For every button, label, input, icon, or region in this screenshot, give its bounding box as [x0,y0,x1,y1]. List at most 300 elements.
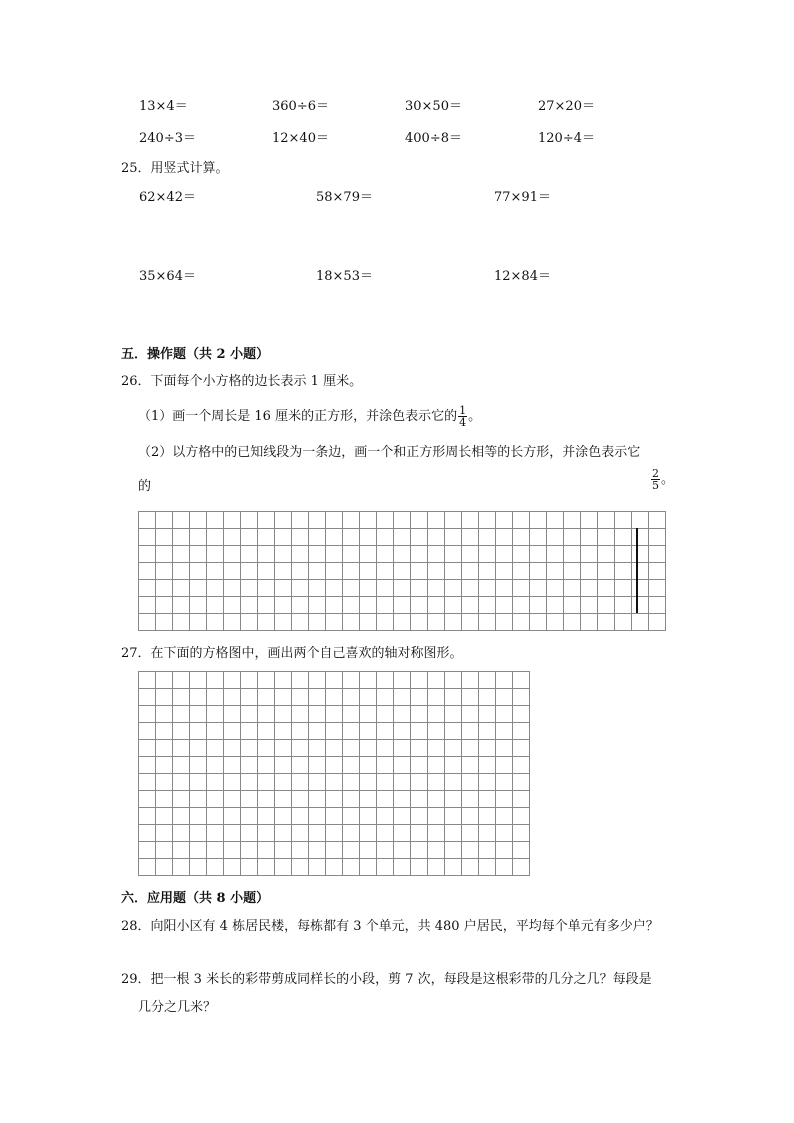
grid-cell[interactable] [207,791,224,808]
grid-cell[interactable] [343,706,360,723]
grid-cell[interactable] [139,706,156,723]
grid-cell[interactable] [190,689,207,706]
grid-cell[interactable] [139,808,156,825]
grid-cell[interactable] [173,597,190,614]
grid-cell[interactable] [496,706,513,723]
grid-cell[interactable] [190,825,207,842]
grid-cell[interactable] [224,529,241,546]
grid-cell[interactable] [326,512,343,529]
grid-cell[interactable] [445,529,462,546]
grid-cell[interactable] [309,597,326,614]
grid-cell[interactable] [173,842,190,859]
grid-cell[interactable] [428,740,445,757]
grid-cell[interactable] [275,757,292,774]
grid-cell[interactable] [530,614,547,631]
grid-cell[interactable] [411,563,428,580]
grid-cell[interactable] [326,740,343,757]
grid-cell[interactable] [190,859,207,876]
grid-cell[interactable] [190,529,207,546]
grid-cell[interactable] [275,597,292,614]
grid-cell[interactable] [343,842,360,859]
grid-cell[interactable] [258,859,275,876]
grid-cell[interactable] [207,774,224,791]
grid-cell[interactable] [139,546,156,563]
grid-cell[interactable] [377,757,394,774]
grid-cell[interactable] [139,791,156,808]
grid-cell[interactable] [173,614,190,631]
grid-cell[interactable] [156,672,173,689]
grid-cell[interactable] [411,672,428,689]
grid-cell[interactable] [292,723,309,740]
grid-cell[interactable] [309,672,326,689]
grid-cell[interactable] [258,546,275,563]
grid-cell[interactable] [394,512,411,529]
grid-cell[interactable] [496,580,513,597]
grid-cell[interactable] [258,563,275,580]
grid-cell[interactable] [394,740,411,757]
grid-cell[interactable] [343,597,360,614]
grid-cell[interactable] [292,740,309,757]
grid-cell[interactable] [479,859,496,876]
grid-cell[interactable] [207,723,224,740]
grid-cell[interactable] [292,563,309,580]
grid-cell[interactable] [190,842,207,859]
grid-cell[interactable] [139,614,156,631]
grid-cell[interactable] [479,791,496,808]
grid-cell[interactable] [224,689,241,706]
grid-cell[interactable] [564,580,581,597]
grid-cell[interactable] [377,689,394,706]
grid-cell[interactable] [513,546,530,563]
grid-cell[interactable] [275,546,292,563]
grid-cell[interactable] [156,757,173,774]
grid-cell[interactable] [615,529,632,546]
grid-cell[interactable] [428,825,445,842]
grid-cell[interactable] [462,580,479,597]
grid-cell[interactable] [326,563,343,580]
grid-cell[interactable] [139,774,156,791]
grid-cell[interactable] [615,580,632,597]
grid-cell[interactable] [428,529,445,546]
grid-cell[interactable] [343,614,360,631]
grid-cell[interactable] [190,723,207,740]
grid-cell[interactable] [156,597,173,614]
grid-cell[interactable] [428,808,445,825]
grid-cell[interactable] [581,563,598,580]
grid-cell[interactable] [360,706,377,723]
grid-cell[interactable] [377,740,394,757]
grid-cell[interactable] [258,597,275,614]
grid-cell[interactable] [343,672,360,689]
grid-cell[interactable] [241,512,258,529]
grid-cell[interactable] [292,689,309,706]
grid-cell[interactable] [190,512,207,529]
grid-cell[interactable] [173,546,190,563]
grid-cell[interactable] [530,546,547,563]
grid-cell[interactable] [292,672,309,689]
grid-cell[interactable] [326,825,343,842]
grid-cell[interactable] [411,512,428,529]
grid-cell[interactable] [241,825,258,842]
grid-cell[interactable] [207,512,224,529]
grid-cell[interactable] [411,740,428,757]
grid-cell[interactable] [547,529,564,546]
grid-cell[interactable] [360,529,377,546]
grid-cell[interactable] [224,512,241,529]
grid-cell[interactable] [513,706,530,723]
grid-cell[interactable] [224,546,241,563]
grid-cell[interactable] [513,563,530,580]
grid-cell[interactable] [411,723,428,740]
grid-cell[interactable] [190,791,207,808]
grid-cell[interactable] [394,597,411,614]
grid-cell[interactable] [258,825,275,842]
grid-cell[interactable] [445,706,462,723]
grid-cell[interactable] [224,842,241,859]
grid-cell[interactable] [224,706,241,723]
grid-cell[interactable] [156,529,173,546]
grid-cell[interactable] [258,808,275,825]
grid-cell[interactable] [649,597,666,614]
grid-cell[interactable] [377,791,394,808]
grid-cell[interactable] [394,546,411,563]
grid-cell[interactable] [530,563,547,580]
grid-cell[interactable] [513,689,530,706]
grid-cell[interactable] [581,529,598,546]
grid-cell[interactable] [309,791,326,808]
grid-cell[interactable] [326,614,343,631]
grid-cell[interactable] [190,672,207,689]
grid-cell[interactable] [343,791,360,808]
grid-cell[interactable] [326,597,343,614]
grid-cell[interactable] [156,614,173,631]
grid-cell[interactable] [139,689,156,706]
grid-cell[interactable] [139,859,156,876]
grid-cell[interactable] [139,529,156,546]
grid-cell[interactable] [190,808,207,825]
grid-cell[interactable] [649,512,666,529]
grid-cell[interactable] [241,842,258,859]
grid-cell[interactable] [309,842,326,859]
grid-cell[interactable] [496,808,513,825]
grid-cell[interactable] [360,563,377,580]
grid-cell[interactable] [496,774,513,791]
grid-cell[interactable] [649,529,666,546]
grid-cell[interactable] [309,859,326,876]
grid-cell[interactable] [377,580,394,597]
grid-cell[interactable] [173,580,190,597]
grid-cell[interactable] [394,842,411,859]
grid-cell[interactable] [309,563,326,580]
grid-cell[interactable] [326,580,343,597]
grid-cell[interactable] [224,580,241,597]
grid-cell[interactable] [258,529,275,546]
grid-cell[interactable] [479,529,496,546]
grid-cell[interactable] [292,825,309,842]
grid-cell[interactable] [309,825,326,842]
grid-cell[interactable] [411,757,428,774]
grid-cell[interactable] [649,563,666,580]
grid-cell[interactable] [411,859,428,876]
grid-cell[interactable] [479,757,496,774]
grid-cell[interactable] [411,529,428,546]
grid-cell[interactable] [156,740,173,757]
grid-cell[interactable] [496,791,513,808]
grid-cell[interactable] [343,859,360,876]
grid-cell[interactable] [479,546,496,563]
grid-cell[interactable] [462,614,479,631]
grid-cell[interactable] [173,672,190,689]
grid-cell[interactable] [496,740,513,757]
grid-cell[interactable] [343,529,360,546]
grid-cell[interactable] [360,808,377,825]
grid-cell[interactable] [394,757,411,774]
grid-cell[interactable] [326,546,343,563]
grid-cell[interactable] [615,512,632,529]
grid-cell[interactable] [241,791,258,808]
grid-cell[interactable] [224,825,241,842]
grid-cell[interactable] [275,512,292,529]
grid-cell[interactable] [173,563,190,580]
grid-cell[interactable] [173,808,190,825]
grid-cell[interactable] [462,791,479,808]
grid-cell[interactable] [428,757,445,774]
grid-cell[interactable] [513,740,530,757]
grid-cell[interactable] [292,529,309,546]
grid-cell[interactable] [275,529,292,546]
grid-cell[interactable] [530,529,547,546]
grid-cell[interactable] [156,512,173,529]
grid-cell[interactable] [173,689,190,706]
grid-cell[interactable] [360,614,377,631]
grid-cell[interactable] [343,757,360,774]
grid-cell[interactable] [173,791,190,808]
grid-cell[interactable] [598,597,615,614]
grid-cell[interactable] [496,614,513,631]
grid-cell[interactable] [445,740,462,757]
grid-cell[interactable] [275,808,292,825]
grid-cell[interactable] [496,859,513,876]
grid-cell[interactable] [241,774,258,791]
grid-cell[interactable] [326,791,343,808]
grid-cell[interactable] [292,597,309,614]
grid-cell[interactable] [241,859,258,876]
grid-cell[interactable] [394,672,411,689]
grid-cell[interactable] [343,546,360,563]
grid-cell[interactable] [343,723,360,740]
grid-cell[interactable] [139,825,156,842]
grid-cell[interactable] [394,859,411,876]
grid-cell[interactable] [207,757,224,774]
grid-cell[interactable] [377,597,394,614]
grid-cell[interactable] [360,791,377,808]
grid-cell[interactable] [377,672,394,689]
grid-cell[interactable] [309,740,326,757]
grid-cell[interactable] [496,546,513,563]
grid-cell[interactable] [207,672,224,689]
grid-cell[interactable] [275,689,292,706]
grid-cell[interactable] [445,672,462,689]
grid-cell[interactable] [360,689,377,706]
grid-cell[interactable] [207,808,224,825]
grid-cell[interactable] [428,723,445,740]
grid-cell[interactable] [428,672,445,689]
grid-cell[interactable] [360,546,377,563]
grid-cell[interactable] [156,563,173,580]
grid-cell[interactable] [360,597,377,614]
grid-cell[interactable] [581,512,598,529]
grid-cell[interactable] [139,597,156,614]
grid-cell[interactable] [292,808,309,825]
grid-cell[interactable] [428,842,445,859]
grid-cell[interactable] [377,546,394,563]
grid-cell[interactable] [190,706,207,723]
grid-cell[interactable] [564,512,581,529]
grid-cell[interactable] [598,614,615,631]
grid-cell[interactable] [190,546,207,563]
grid-cell[interactable] [207,597,224,614]
grid-cell[interactable] [207,740,224,757]
grid-cell[interactable] [343,774,360,791]
grid-cell[interactable] [377,842,394,859]
grid-cell[interactable] [394,774,411,791]
grid-cell[interactable] [479,706,496,723]
grid-cell[interactable] [428,512,445,529]
grid-cell[interactable] [547,546,564,563]
grid-cell[interactable] [207,529,224,546]
grid-cell[interactable] [156,825,173,842]
grid-cell[interactable] [343,563,360,580]
grid-cell[interactable] [496,529,513,546]
grid-cell[interactable] [224,563,241,580]
grid-cell[interactable] [445,614,462,631]
grid-cell[interactable] [241,672,258,689]
grid-cell[interactable] [462,825,479,842]
grid-cell[interactable] [581,597,598,614]
grid-cell[interactable] [462,842,479,859]
grid-cell[interactable] [309,706,326,723]
grid-cell[interactable] [394,825,411,842]
grid-cell[interactable] [411,774,428,791]
grid-cell[interactable] [275,580,292,597]
grid-cell[interactable] [292,512,309,529]
grid-cell[interactable] [292,859,309,876]
grid-cell[interactable] [445,859,462,876]
grid-cell[interactable] [428,546,445,563]
grid-cell[interactable] [343,825,360,842]
grid-cell[interactable] [513,791,530,808]
grid-cell[interactable] [445,689,462,706]
grid-cell[interactable] [445,791,462,808]
grid-cell[interactable] [309,774,326,791]
grid-cell[interactable] [564,546,581,563]
grid-cell[interactable] [649,546,666,563]
grid-cell[interactable] [632,512,649,529]
grid-cell[interactable] [632,580,649,597]
grid-cell[interactable] [241,580,258,597]
grid-cell[interactable] [632,614,649,631]
grid-cell[interactable] [207,859,224,876]
grid-cell[interactable] [564,563,581,580]
grid-cell[interactable] [394,706,411,723]
grid-cell[interactable] [173,706,190,723]
grid-cell[interactable] [496,512,513,529]
grid-cell[interactable] [462,563,479,580]
grid-cell[interactable] [173,740,190,757]
grid-cell[interactable] [343,512,360,529]
grid-cell[interactable] [173,859,190,876]
grid-cell[interactable] [615,546,632,563]
grid-cell[interactable] [360,774,377,791]
grid-cell[interactable] [258,774,275,791]
grid-cell[interactable] [445,842,462,859]
grid-cell[interactable] [292,757,309,774]
grid-cell[interactable] [513,580,530,597]
grid-cell[interactable] [411,546,428,563]
grid-cell[interactable] [445,757,462,774]
grid-question-27[interactable] [138,671,530,876]
grid-cell[interactable] [309,580,326,597]
grid-cell[interactable] [496,563,513,580]
grid-cell[interactable] [462,706,479,723]
grid-cell[interactable] [479,597,496,614]
grid-cell[interactable] [275,563,292,580]
grid-cell[interactable] [496,672,513,689]
grid-cell[interactable] [411,597,428,614]
grid-cell[interactable] [360,723,377,740]
grid-cell[interactable] [649,580,666,597]
grid-cell[interactable] [479,723,496,740]
grid-cell[interactable] [241,723,258,740]
grid-cell[interactable] [394,580,411,597]
grid-cell[interactable] [394,614,411,631]
grid-cell[interactable] [326,689,343,706]
grid-cell[interactable] [428,774,445,791]
grid-cell[interactable] [275,672,292,689]
grid-cell[interactable] [581,546,598,563]
grid-cell[interactable] [326,723,343,740]
grid-cell[interactable] [496,757,513,774]
grid-cell[interactable] [224,723,241,740]
grid-cell[interactable] [190,580,207,597]
grid-cell[interactable] [241,563,258,580]
grid-cell[interactable] [411,825,428,842]
grid-cell[interactable] [190,597,207,614]
grid-cell[interactable] [445,512,462,529]
grid-cell[interactable] [360,825,377,842]
grid-cell[interactable] [156,723,173,740]
grid-cell[interactable] [173,512,190,529]
grid-cell[interactable] [258,723,275,740]
grid-cell[interactable] [309,546,326,563]
grid-cell[interactable] [292,546,309,563]
grid-cell[interactable] [309,614,326,631]
grid-cell[interactable] [462,529,479,546]
grid-cell[interactable] [326,706,343,723]
grid-cell[interactable] [377,529,394,546]
grid-cell[interactable] [445,546,462,563]
grid-cell[interactable] [394,808,411,825]
grid-cell[interactable] [547,614,564,631]
grid-cell[interactable] [258,706,275,723]
grid-cell[interactable] [428,597,445,614]
grid-cell[interactable] [309,689,326,706]
grid-cell[interactable] [258,614,275,631]
grid-cell[interactable] [547,563,564,580]
grid-cell[interactable] [156,808,173,825]
grid-cell[interactable] [292,791,309,808]
grid-cell[interactable] [360,672,377,689]
